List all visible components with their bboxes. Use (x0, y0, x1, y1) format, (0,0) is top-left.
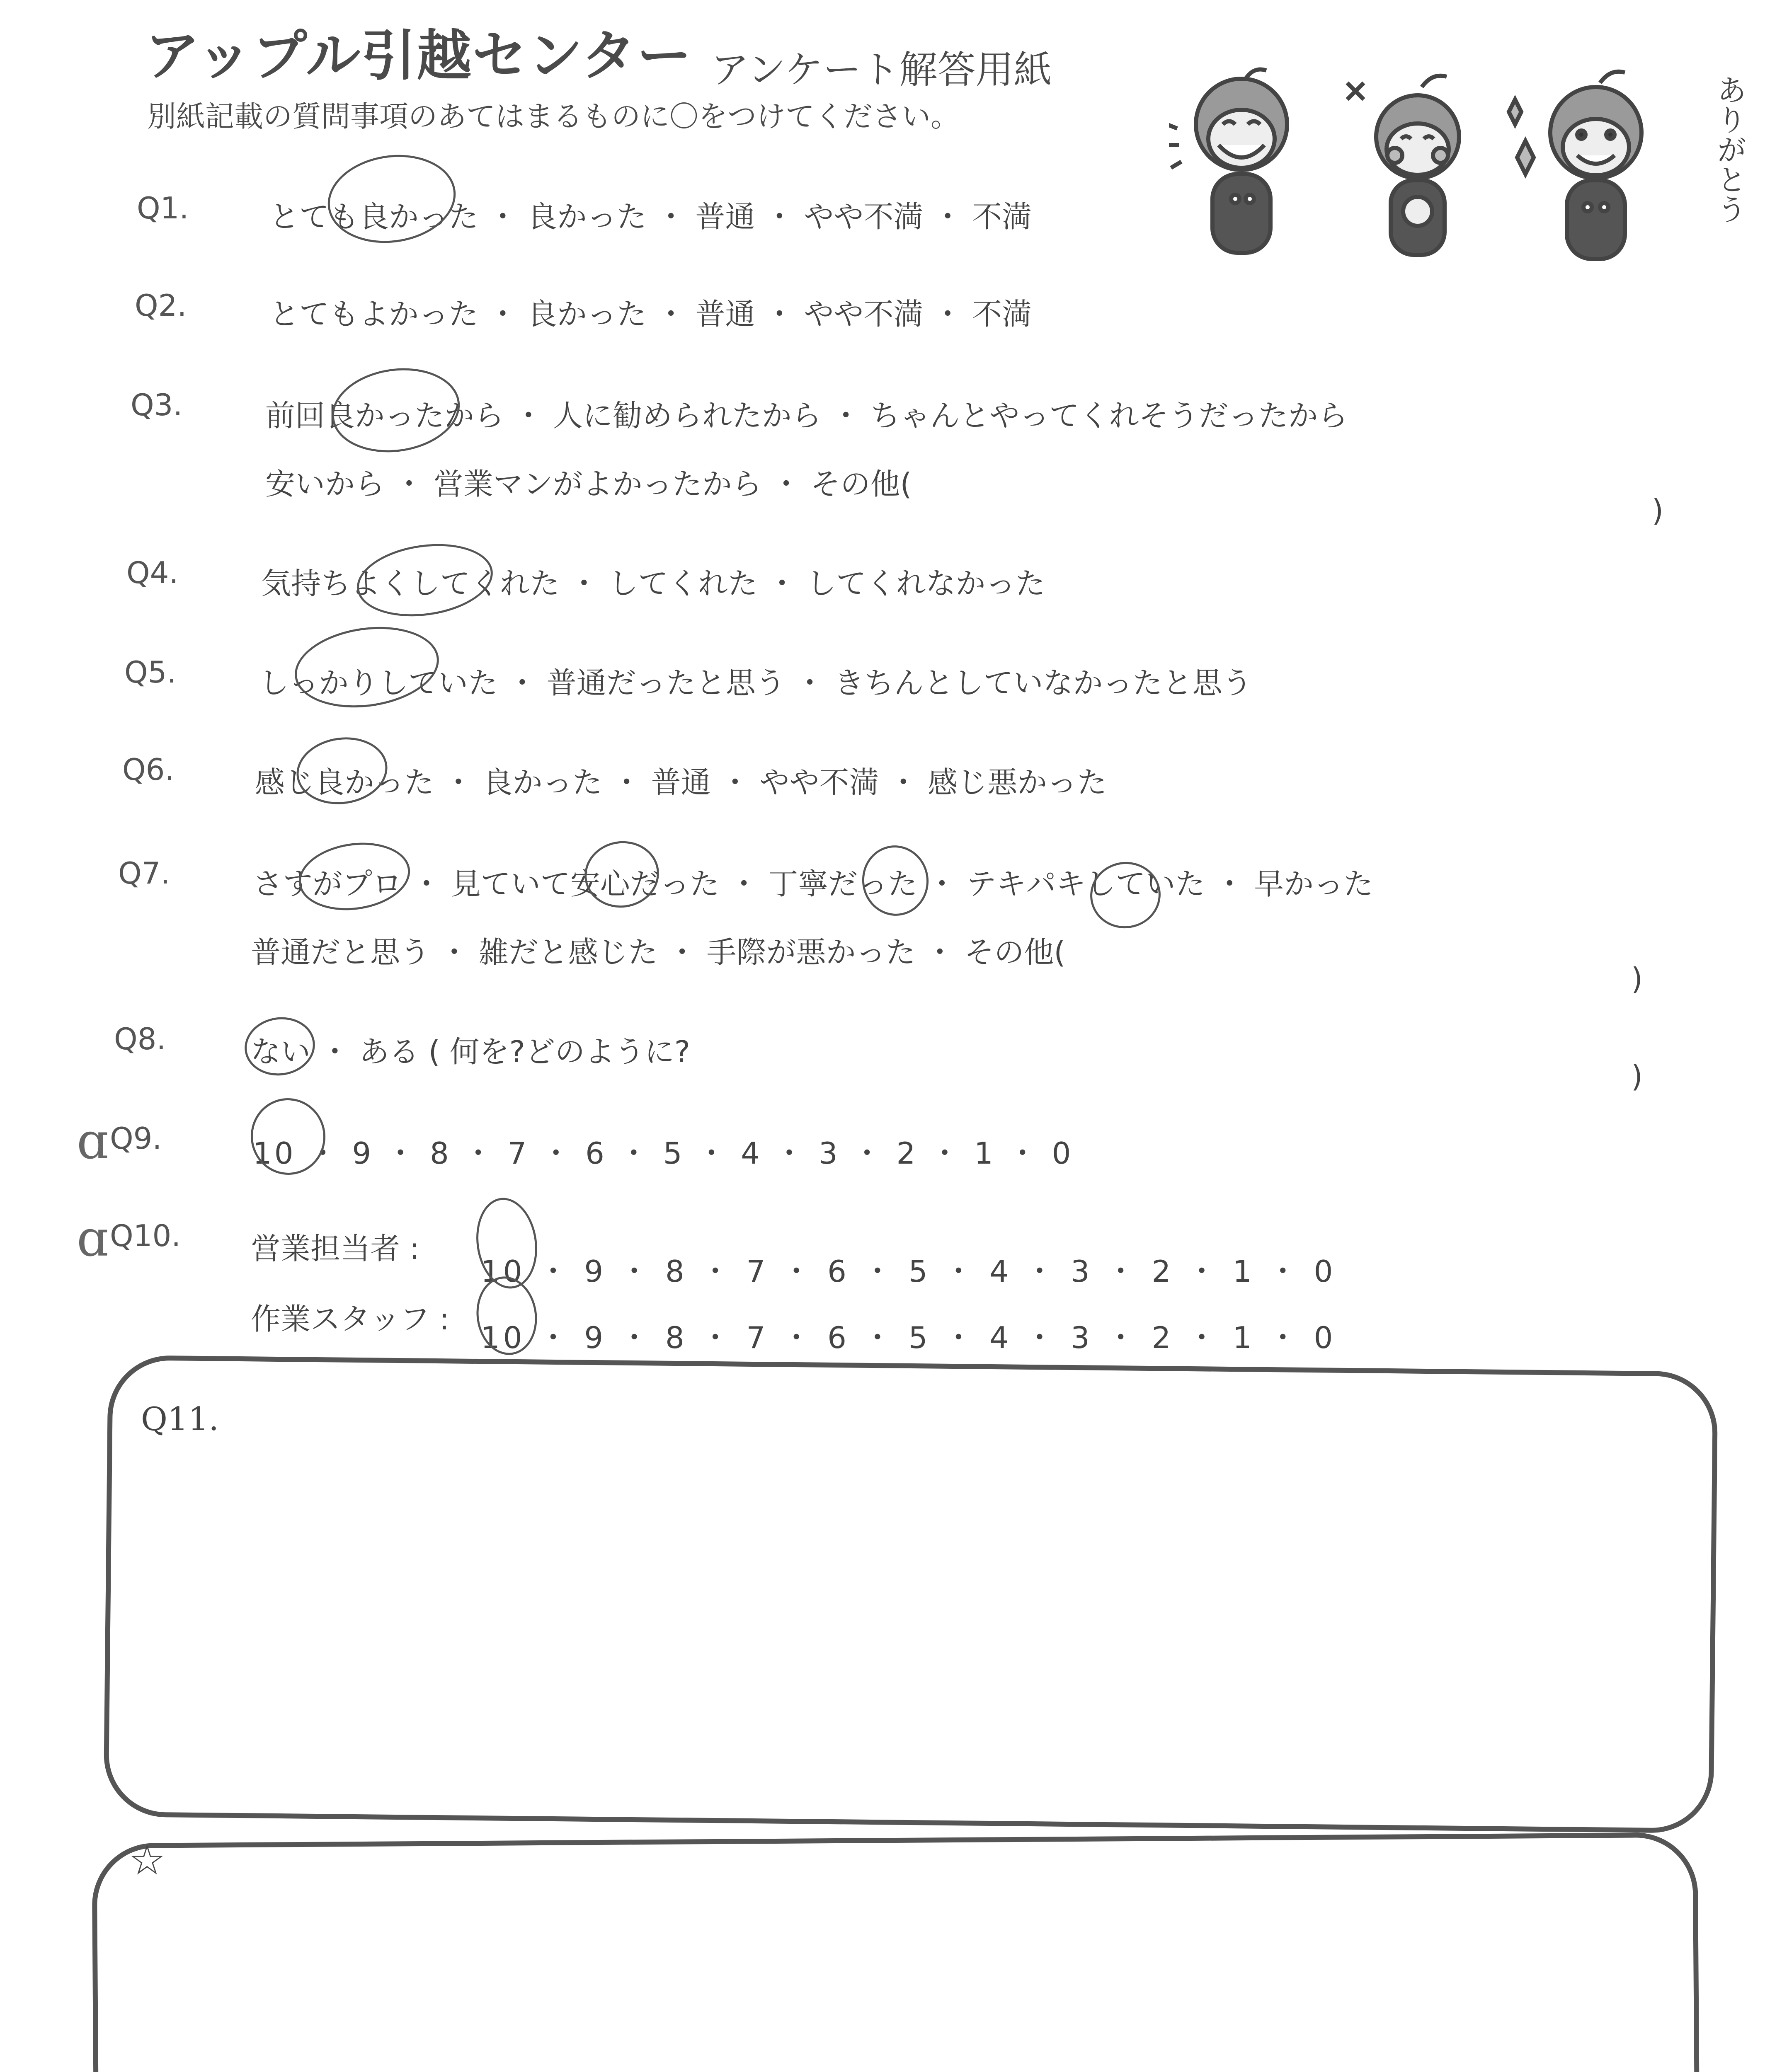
form-subtitle: アンケート解答用紙 (711, 48, 1052, 92)
monkey-mascot-illustration (1169, 62, 1747, 278)
q8-close-paren: ) (1631, 1059, 1643, 1094)
q10-sales-label: 営業担当者 : (251, 1231, 420, 1266)
q4-options: 気持ちよくしてくれた ・ してくれた ・ してくれなかった (261, 566, 1045, 601)
form-title: アップル引越センター (145, 24, 693, 88)
mascot-svg (1169, 62, 1741, 278)
q10-staff-label: 作業スタッフ : (251, 1302, 450, 1336)
q7-options-line1: さすがプロ ・ 見ていて安心だった ・ 丁寧だった ・ テキパキしていた ・ 早かった (253, 867, 1374, 901)
q11-comment-box[interactable] (103, 1355, 1718, 1834)
thanks-label: ありがとう (1712, 75, 1747, 224)
q5-number: Q5. (124, 655, 177, 690)
q1-options: とても良かった ・ 良かった ・ 普通 ・ やや不満 ・ 不満 (269, 199, 1032, 234)
q10-sales-scale: 10 ・ 9 ・ 8 ・ 7 ・ 6 ・ 5 ・ 4 ・ 3 ・ 2 ・ 1 ・ 0 (481, 1254, 1336, 1289)
q2-options: とてもよかった ・ 良かった ・ 普通 ・ やや不満 ・ 不満 (269, 297, 1032, 332)
q11-label: Q11. (141, 1401, 219, 1438)
star-comment-box[interactable] (92, 1832, 1700, 2072)
q6-number: Q6. (122, 752, 175, 787)
q1-number: Q1. (137, 191, 189, 225)
q10-number: Q10. (110, 1218, 181, 1253)
q2-number: Q2. (135, 288, 187, 323)
instruction-text: 別紙記載の質問事項のあてはまるものに〇をつけてください。 (147, 99, 960, 133)
q3-number: Q3. (131, 387, 183, 422)
q7-number: Q7. (118, 856, 170, 891)
q7-close-paren: ) (1631, 961, 1643, 996)
q9-number: Q9. (110, 1121, 162, 1156)
q5-options: しっかりしていた ・ 普通だったと思う ・ きちんとしていなかったと思う (259, 666, 1252, 700)
stray-q-mark-q10: ɑ (77, 1210, 109, 1268)
q7-circle-pro (294, 836, 415, 917)
q3-options-line2: 安いから ・ 営業マンがよかったから ・ その他( (265, 467, 912, 501)
q8-number: Q8. (114, 1021, 166, 1056)
q8-options: ない ・ ある ( 何を?どのように? (251, 1034, 691, 1069)
q7-circle-teinei (858, 841, 933, 920)
q10-staff-scale: 10 ・ 9 ・ 8 ・ 7 ・ 6 ・ 5 ・ 4 ・ 3 ・ 2 ・ 1 ・ 0 (481, 1320, 1336, 1355)
stray-q-mark-q9: ɑ (77, 1113, 109, 1170)
q4-selection-circle (352, 536, 497, 625)
q7-options-line2: 普通だと思う ・ 雑だと感じた ・ 手際が悪かった ・ その他( (251, 935, 1066, 970)
star-icon: ☆ (128, 1836, 166, 1884)
q6-options: 感じ良かった ・ 良かった ・ 普通 ・ やや不満 ・ 感じ悪かった (255, 765, 1107, 800)
q3-options-line1: 前回良かったから ・ 人に勧められたから ・ ちゃんとやってくれそうだったから (265, 398, 1348, 433)
q9-scale: 10 ・ 9 ・ 8 ・ 7 ・ 6 ・ 5 ・ 4 ・ 3 ・ 2 ・ 1 ・ 0 (253, 1136, 1074, 1171)
q4-number: Q4. (126, 555, 179, 590)
q3-close-paren: ) (1652, 493, 1664, 528)
q3-selection-circle (327, 360, 466, 460)
